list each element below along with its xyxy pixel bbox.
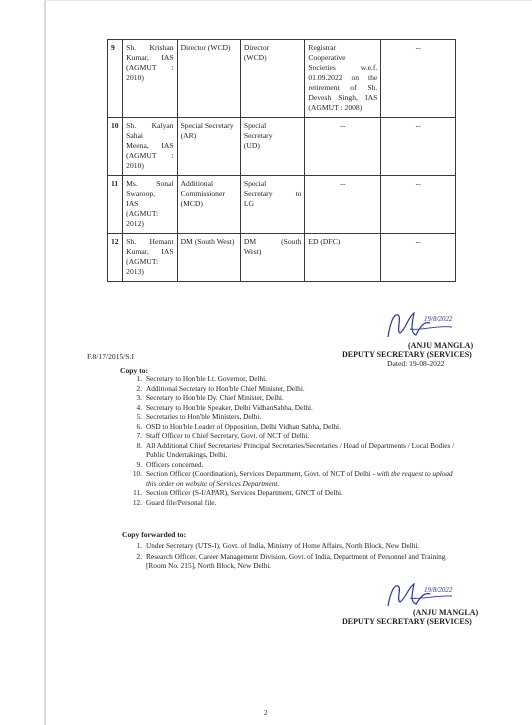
signature-scribble-2 xyxy=(380,580,460,610)
cell-additional-charge: -- xyxy=(305,118,381,176)
list-number: 6. xyxy=(136,421,142,431)
list-number: 10. xyxy=(132,469,142,478)
table-row xyxy=(108,176,456,234)
signatory-designation-1: DEPUTY SECRETARY (SERVICES) xyxy=(342,350,472,359)
cell-posted-as: Special Secretary to LG xyxy=(240,176,305,234)
list-number: 3. xyxy=(136,393,142,402)
cell-posted-as: DM (South West) xyxy=(240,234,305,282)
list-item xyxy=(130,498,460,508)
file-number: F.8/17/2015/S.I xyxy=(87,352,135,361)
list-item xyxy=(130,541,460,551)
cell-posted-as: Special Secretary (UD) xyxy=(240,118,305,176)
posting-table xyxy=(107,39,456,282)
cell-officer-name: Sh. Krishan Kumar, IAS (AGMUT : 2010) xyxy=(123,40,177,118)
list-item xyxy=(130,460,460,470)
cell-additional-charge: ED (DFC) xyxy=(305,234,381,282)
list-text: Guard file/Personal file. xyxy=(146,497,217,507)
list-item xyxy=(130,488,460,498)
scan-left-edge xyxy=(44,0,46,725)
list-number: 1. xyxy=(136,374,142,383)
list-text: Secretary to Hon'ble Lt. Governor, Delhi. xyxy=(146,374,267,383)
list-number: 11. xyxy=(133,488,142,497)
list-number: 4. xyxy=(136,402,142,412)
list-item xyxy=(130,441,460,460)
posting-table-body xyxy=(108,40,456,282)
list-number: 5. xyxy=(136,412,142,421)
list-number: 1. xyxy=(136,541,142,550)
copy-forwarded-list xyxy=(130,541,460,572)
page-number: 2 xyxy=(264,709,268,717)
list-text: Officers concerned. xyxy=(146,459,204,469)
list-text: Secretary to Hon'ble Dy. Chief Minister, Delhi. xyxy=(146,393,284,402)
list-text: Research Officer, Career Management Division, Govt. of India, Department of Personnel and Training [Room No. 215], North Block, New Delhi. xyxy=(146,551,446,570)
list-number: 7. xyxy=(136,431,142,440)
list-item xyxy=(130,393,460,403)
list-item xyxy=(130,384,460,394)
list-text: Under Secretary (UTS-I), Govt. of India, Ministry of Home Affairs, North Block, New Delhi. xyxy=(146,541,420,550)
signatory-designation-2: DEPUTY SECRETARY (SERVICES) xyxy=(342,617,472,626)
order-date: Dated: 19-08-2022 xyxy=(387,359,445,368)
cell-present-posting: Additional Commissioner (MCD) xyxy=(177,176,240,234)
list-text: Secretaries to Hon'ble Ministers, Delhi. xyxy=(146,412,262,421)
list-number: 2. xyxy=(136,551,142,561)
cell-additional-charge: Registrar Cooperative Societies w.e.f. 01.09.2022 on the retirement of Sh. Devesh Singh, IAS (AGMUT : 2008) xyxy=(305,40,381,118)
signatory-name-2: (ANJU MANGLA) xyxy=(413,608,479,617)
cell-additional-charge: -- xyxy=(305,176,381,234)
list-item xyxy=(130,552,460,571)
cell-present-posting: Special Secretary (AR) xyxy=(177,118,240,176)
list-number: 12. xyxy=(132,497,142,507)
list-text: Additional Secretary to Hon'ble Chief Minister, Delhi. xyxy=(146,383,305,393)
cell-present-posting: Director (WCD) xyxy=(177,40,240,118)
cell-officer-name: Sh. Kalyan Sahai Meena, IAS (AGMUT : 2010) xyxy=(123,118,177,176)
cell-serial-number: 12 xyxy=(108,234,123,282)
copy-to-list xyxy=(130,374,460,507)
cell-officer-name: Sh. Hemant Kumar, IAS (AGMUT: 2013) xyxy=(123,234,177,282)
cell-serial-number: 9 xyxy=(108,40,123,118)
cell-serial-number: 10 xyxy=(108,118,123,176)
list-number: 9. xyxy=(136,459,142,469)
list-text: Section Officer (S-I/APAR), Services Department, GNCT of Delhi. xyxy=(146,488,343,497)
list-text: Section Officer (Coordination), Services Department, Govt. of NCT of Delhi - xyxy=(146,469,377,478)
list-item xyxy=(130,403,460,413)
table-row xyxy=(108,40,456,118)
cell-present-posting: DM (South West) xyxy=(177,234,240,282)
cell-serial-number: 11 xyxy=(108,176,123,234)
list-item xyxy=(130,422,460,432)
list-item xyxy=(130,431,460,441)
signature-date-2: 19/8/2022 xyxy=(424,586,453,594)
signature-date-1: 19/8/2022 xyxy=(424,315,453,323)
list-text: Secretary to Hon'ble Speaker, Delhi VidhanSabha, Delhi. xyxy=(146,402,313,412)
cell-remarks: -- xyxy=(381,176,456,234)
cell-remarks: -- xyxy=(381,234,456,282)
list-number: 8. xyxy=(136,440,142,450)
cell-remarks: -- xyxy=(381,40,456,118)
list-text-italic: with the request to upload this order on website of Services Department. xyxy=(146,469,453,488)
table-row xyxy=(108,234,456,282)
cell-remarks: -- xyxy=(381,118,456,176)
copy-forwarded-heading: Copy forwarded to: xyxy=(122,530,187,539)
table-row xyxy=(108,118,456,176)
list-item xyxy=(130,469,460,488)
signatory-name-1: (ANJU MANGLA) xyxy=(408,341,474,350)
cell-officer-name: Ms. Sonal Swaroop, IAS (AGMUT: 2012) xyxy=(123,176,177,234)
list-number: 2. xyxy=(136,383,142,393)
signature-scribble-1 xyxy=(380,307,460,343)
list-text: Staff Officer to Chief Secretary, Govt. of NCT of Delhi. xyxy=(146,431,310,440)
list-item xyxy=(130,412,460,422)
list-text: OSD to Hon'ble Leader of Opposition, Delhi Vidhan Sabha, Delhi. xyxy=(146,421,341,431)
cell-posted-as: Director (WCD) xyxy=(240,40,305,118)
list-text: All Additional Chief Secretaries/ Principal Secretaries/Secretaries / Head of Departments / Local Bodies / Public Undertakings, Delhi. xyxy=(146,440,455,459)
scan-top-edge xyxy=(44,0,532,1)
copy-to-heading: Copy to: xyxy=(120,366,149,375)
list-item xyxy=(130,374,460,384)
